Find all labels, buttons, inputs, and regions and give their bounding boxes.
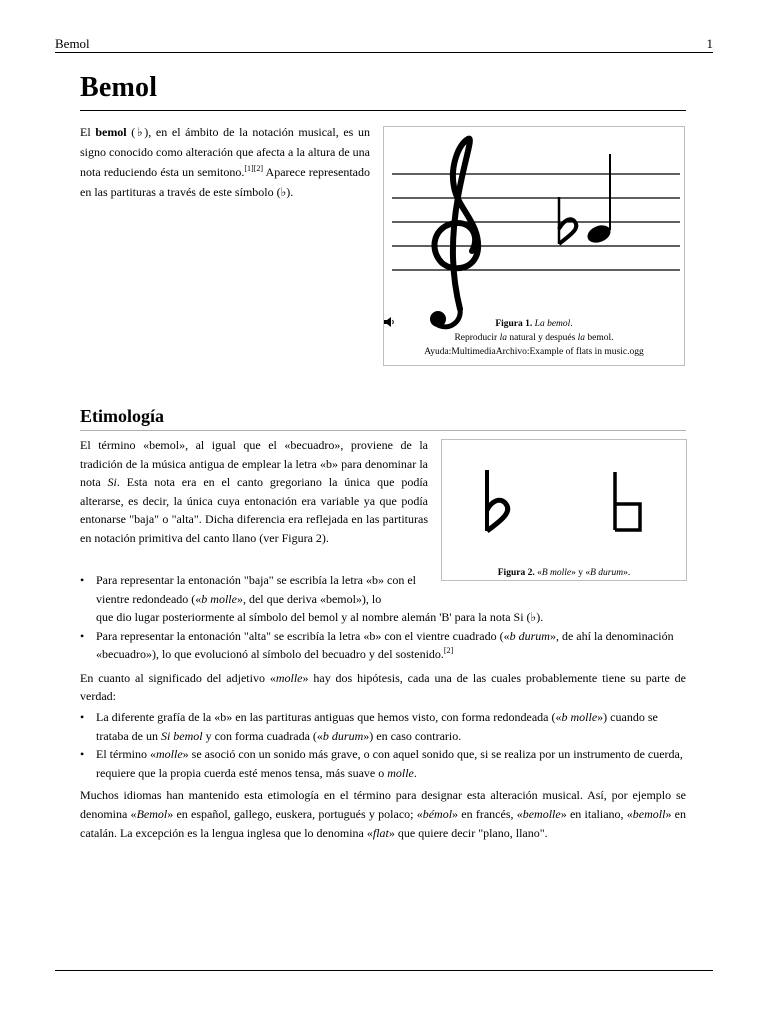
section-heading-etimologia: Etimología [80,406,164,426]
running-header [55,36,713,53]
etymology-paragraph-2: En cuanto al significado del adjetivo «molle» hay dos hipótesis, cada una de las cuales probablemente tiene su parte de verdad: [80,671,686,703]
citation-2[interactable]: [2] [443,646,454,655]
citation-1-2[interactable]: [1][2] [244,164,264,173]
figure-2 [441,439,687,581]
quarter-note-a-flat [585,154,613,246]
figure-1-caption: Figura 1. La bemol. Reproducir la natural y después la bemol. Ayuda:MultimediaArchivo:Example of flats in music.ogg [384,317,684,359]
list-item: • Para representar la entonación "alta" se escribía la letra «b» con el vientre cuadrado («b durum», de ahí la denominación «becuadro»), lo que evolucionó al símbolo del becuadro y del sostenido.[2] [80,627,686,664]
etymology-paragraph-3: Muchos idiomas han mantenido esta etimología en el término para designar esta alteración musical. Así, por ejemplo se denomina «Bemol» en español, gallego, euskera, portugués y polaco; «bémol» en francés, «bemolle» en italiano, «bemoll» en catalán. La excepción es la lengua inglesa que lo denomina «flat» que quiere decir "plano, llano". [80,788,687,840]
list-item: • Para representar la entonación "baja" se escribía la letra «b» con el vientre redondeado («b molle», del que deriva «bemol»), lo que dio lugar posteriormente al símbolo del bemol y al nombre alemán 'B' para la nota Si (♭). [80,571,686,627]
figure-1 [383,126,685,366]
audio-help-link[interactable]: Ayuda:MultimediaArchivo:Example of flats in music.ogg [424,347,644,357]
flat-sign-icon [559,197,576,244]
list-item: • La diferente grafía de la «b» en las partituras antiguas que hemos visto, con forma redondeada («b molle») cuando se trataba de un Si bemol y con forma cuadrada («b durum») en caso contrario. [80,708,686,745]
b-durum-icon [615,472,640,530]
title-divider [80,110,686,111]
bullet-list-hipotesis [80,708,686,782]
bullet-list-entonacion [80,571,686,664]
intro-paragraph: El bemol (♭), en el ámbito de la notación musical, es un signo conocido como alteración que afecta a la altura de una nota reduciendo ésta un semitono.[1][2] Aparece representado en las partituras a través de este símbolo (♭). [80,125,371,199]
speaker-icon[interactable] [384,317,395,327]
b-molle-icon [487,470,508,531]
bemol-term: bemol [95,125,127,139]
audio-play-row[interactable]: Reproducir la natural y después la bemol. [384,331,684,345]
running-header-title: Bemol [55,36,90,51]
article-title: Bemol [80,72,158,103]
section-divider [80,430,686,431]
b-molle-b-durum-figure [442,440,686,560]
etymology-paragraph-1: El término «bemol», al igual que el «becuadro», proviene de la tradición de la música antigua de emplear la letra «b» para denominar la nota Si. Esta nota era en el canto gregoriano la única que podía alterarse, es decir, la única cuya entonación era variable ya que podía entonarse "baja" o "alta". Dicha diferencia era reflejada en las partituras en notación primitiva del canto llano (ver Figura 2). [80,438,428,545]
page-number: 1 [706,36,713,51]
list-item: • El término «molle» se asoció con un sonido más grave, o con aquel sonido que, si se realiza por un instrumento de cuerda, requiere que la propia cuerda esté menos tensa, más suave o molle. [80,745,686,782]
treble-clef-icon [434,139,478,327]
footer-divider [55,970,713,971]
figure-2-caption: Figura 2. «B molle» y «B durum». [497,568,631,578]
